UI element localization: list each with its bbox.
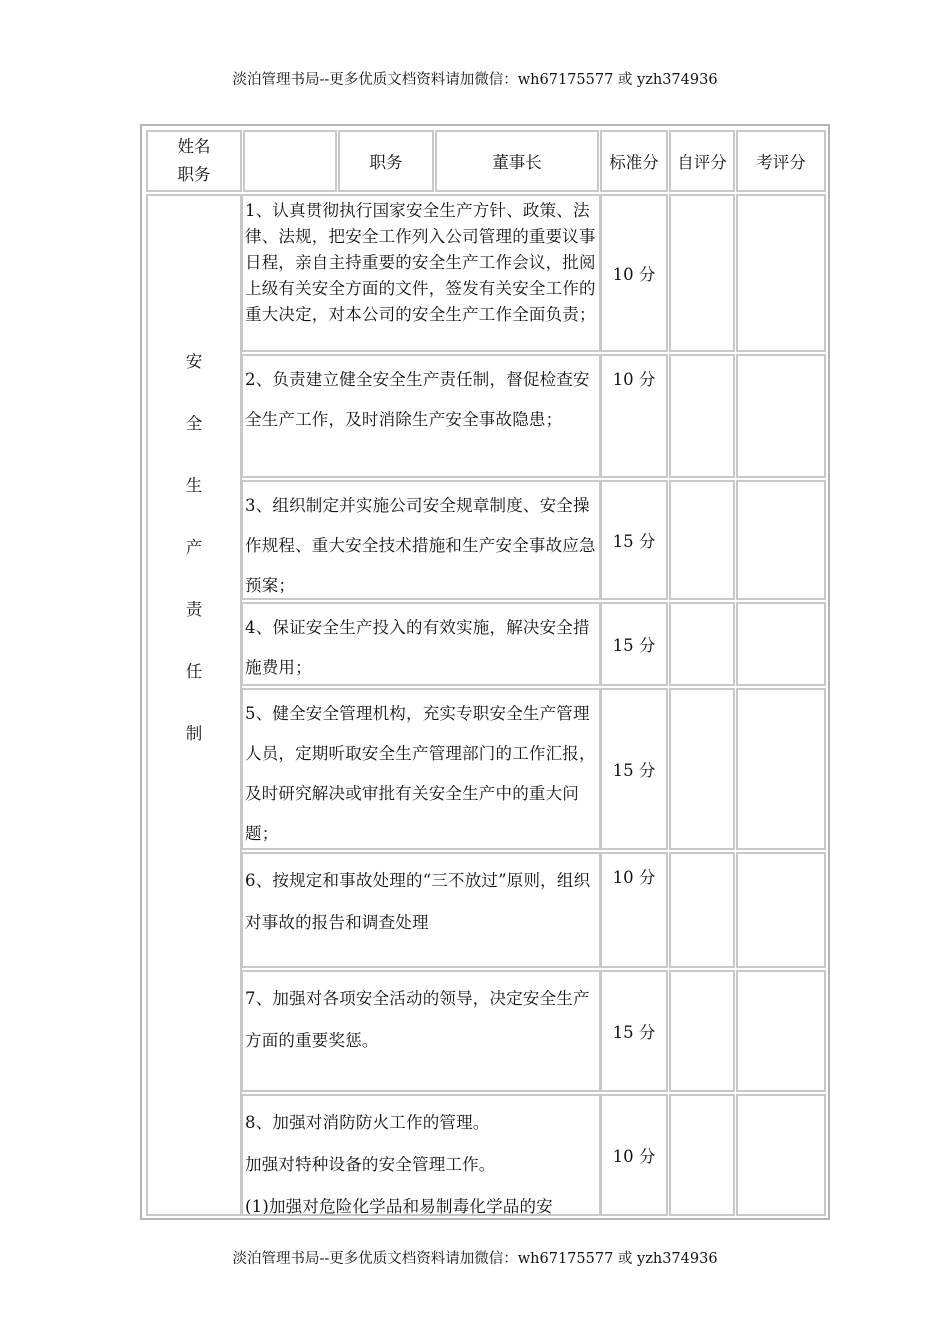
category-char: 生 — [185, 476, 203, 495]
review-score-cell-5 — [736, 688, 826, 850]
header-position-value: 董事长 — [435, 130, 599, 192]
score-cell-4: 15 分 — [600, 602, 668, 686]
task-cell-2: 2、负责建立健全安全生产责任制，督促检查安全生产工作，及时消除生产安全事故隐患； — [241, 354, 601, 478]
score-cell-3: 15 分 — [600, 480, 668, 600]
task-cell-4: 4、保证安全生产投入的有效实施，解决安全措施费用； — [241, 602, 601, 686]
task-cell-7: 7、加强对各项安全活动的领导，决定安全生产方面的重要奖惩。 — [241, 970, 601, 1092]
category-char: 责 — [185, 600, 203, 619]
header-position-col: 职务 — [338, 130, 434, 192]
review-score-cell-7 — [736, 970, 826, 1092]
self-score-cell-2 — [669, 354, 735, 478]
task-cell-5: 5、健全安全管理机构，充实专职安全生产管理人员，定期听取安全生产管理部门的工作汇报，及时研究解决或审批有关安全生产中的重大问题； — [241, 688, 601, 850]
self-score-cell-6 — [669, 852, 735, 968]
task-line: 加强对特种设备的安全管理工作。 — [245, 1155, 496, 1174]
score-cell-2: 10 分 — [600, 354, 668, 478]
category-char: 制 — [185, 724, 203, 743]
category-char: 安 — [185, 352, 203, 371]
review-score-cell-8 — [736, 1094, 826, 1216]
self-score-cell-1 — [669, 194, 735, 352]
score-cell-5: 15 分 — [600, 688, 668, 850]
task-cell-8 — [241, 1094, 601, 1216]
header-position-label: 职务 — [177, 165, 211, 184]
self-score-cell-7 — [669, 970, 735, 1092]
header-name-value-cell — [243, 130, 337, 192]
header-name-label: 姓名 — [177, 137, 211, 156]
header-review-score: 考评分 — [736, 130, 826, 192]
category-char: 产 — [185, 538, 203, 557]
review-score-cell-6 — [736, 852, 826, 968]
page-footer-banner: 淡泊管理书局--更多优质文档资料请加微信：wh67175577 或 yzh374936 — [232, 1251, 718, 1267]
task-cell-6: 6、按规定和事故处理的“三不放过”原则，组织对事故的报告和调查处理 — [241, 852, 601, 968]
page-header-banner: 淡泊管理书局--更多优质文档资料请加微信：wh67175577 或 yzh374936 — [232, 72, 718, 88]
task-cell-3: 3、组织制定并实施公司安全规章制度、安全操作规程、重大安全技术措施和生产安全事故应急预案； — [241, 480, 601, 600]
category-char: 全 — [185, 414, 203, 433]
task-line: 8、加强对消防防火工作的管理。 — [245, 1113, 490, 1132]
review-score-cell-4 — [736, 602, 826, 686]
score-cell-6: 10 分 — [600, 852, 668, 968]
self-score-cell-8 — [669, 1094, 735, 1216]
self-score-cell-4 — [669, 602, 735, 686]
responsibility-table — [140, 124, 830, 1220]
header-self-score: 自评分 — [669, 130, 735, 192]
review-score-cell-2 — [736, 354, 826, 478]
category-cell — [146, 194, 242, 1216]
review-score-cell-1 — [736, 194, 826, 352]
score-cell-7: 15 分 — [600, 970, 668, 1092]
score-cell-1: 10 分 — [600, 194, 668, 352]
review-score-cell-3 — [736, 480, 826, 600]
self-score-cell-3 — [669, 480, 735, 600]
category-char: 任 — [185, 662, 203, 681]
task-cell-1: 1、认真贯彻执行国家安全生产方针、政策、法律、法规，把安全工作列入公司管理的重要议事日程，亲自主持重要的安全生产工作会议，批阅上级有关安全方面的文件，签发有关安全工作的重大决定，对本公司的安全生产工作全面负责； — [241, 194, 601, 352]
score-cell-8: 10 分 — [600, 1094, 668, 1216]
header-standard-score: 标准分 — [600, 130, 668, 192]
header-name-position-cell — [146, 130, 242, 192]
self-score-cell-5 — [669, 688, 735, 850]
task-line: (1)加强对危险化学品和易制毒化学品的安 — [245, 1197, 553, 1216]
